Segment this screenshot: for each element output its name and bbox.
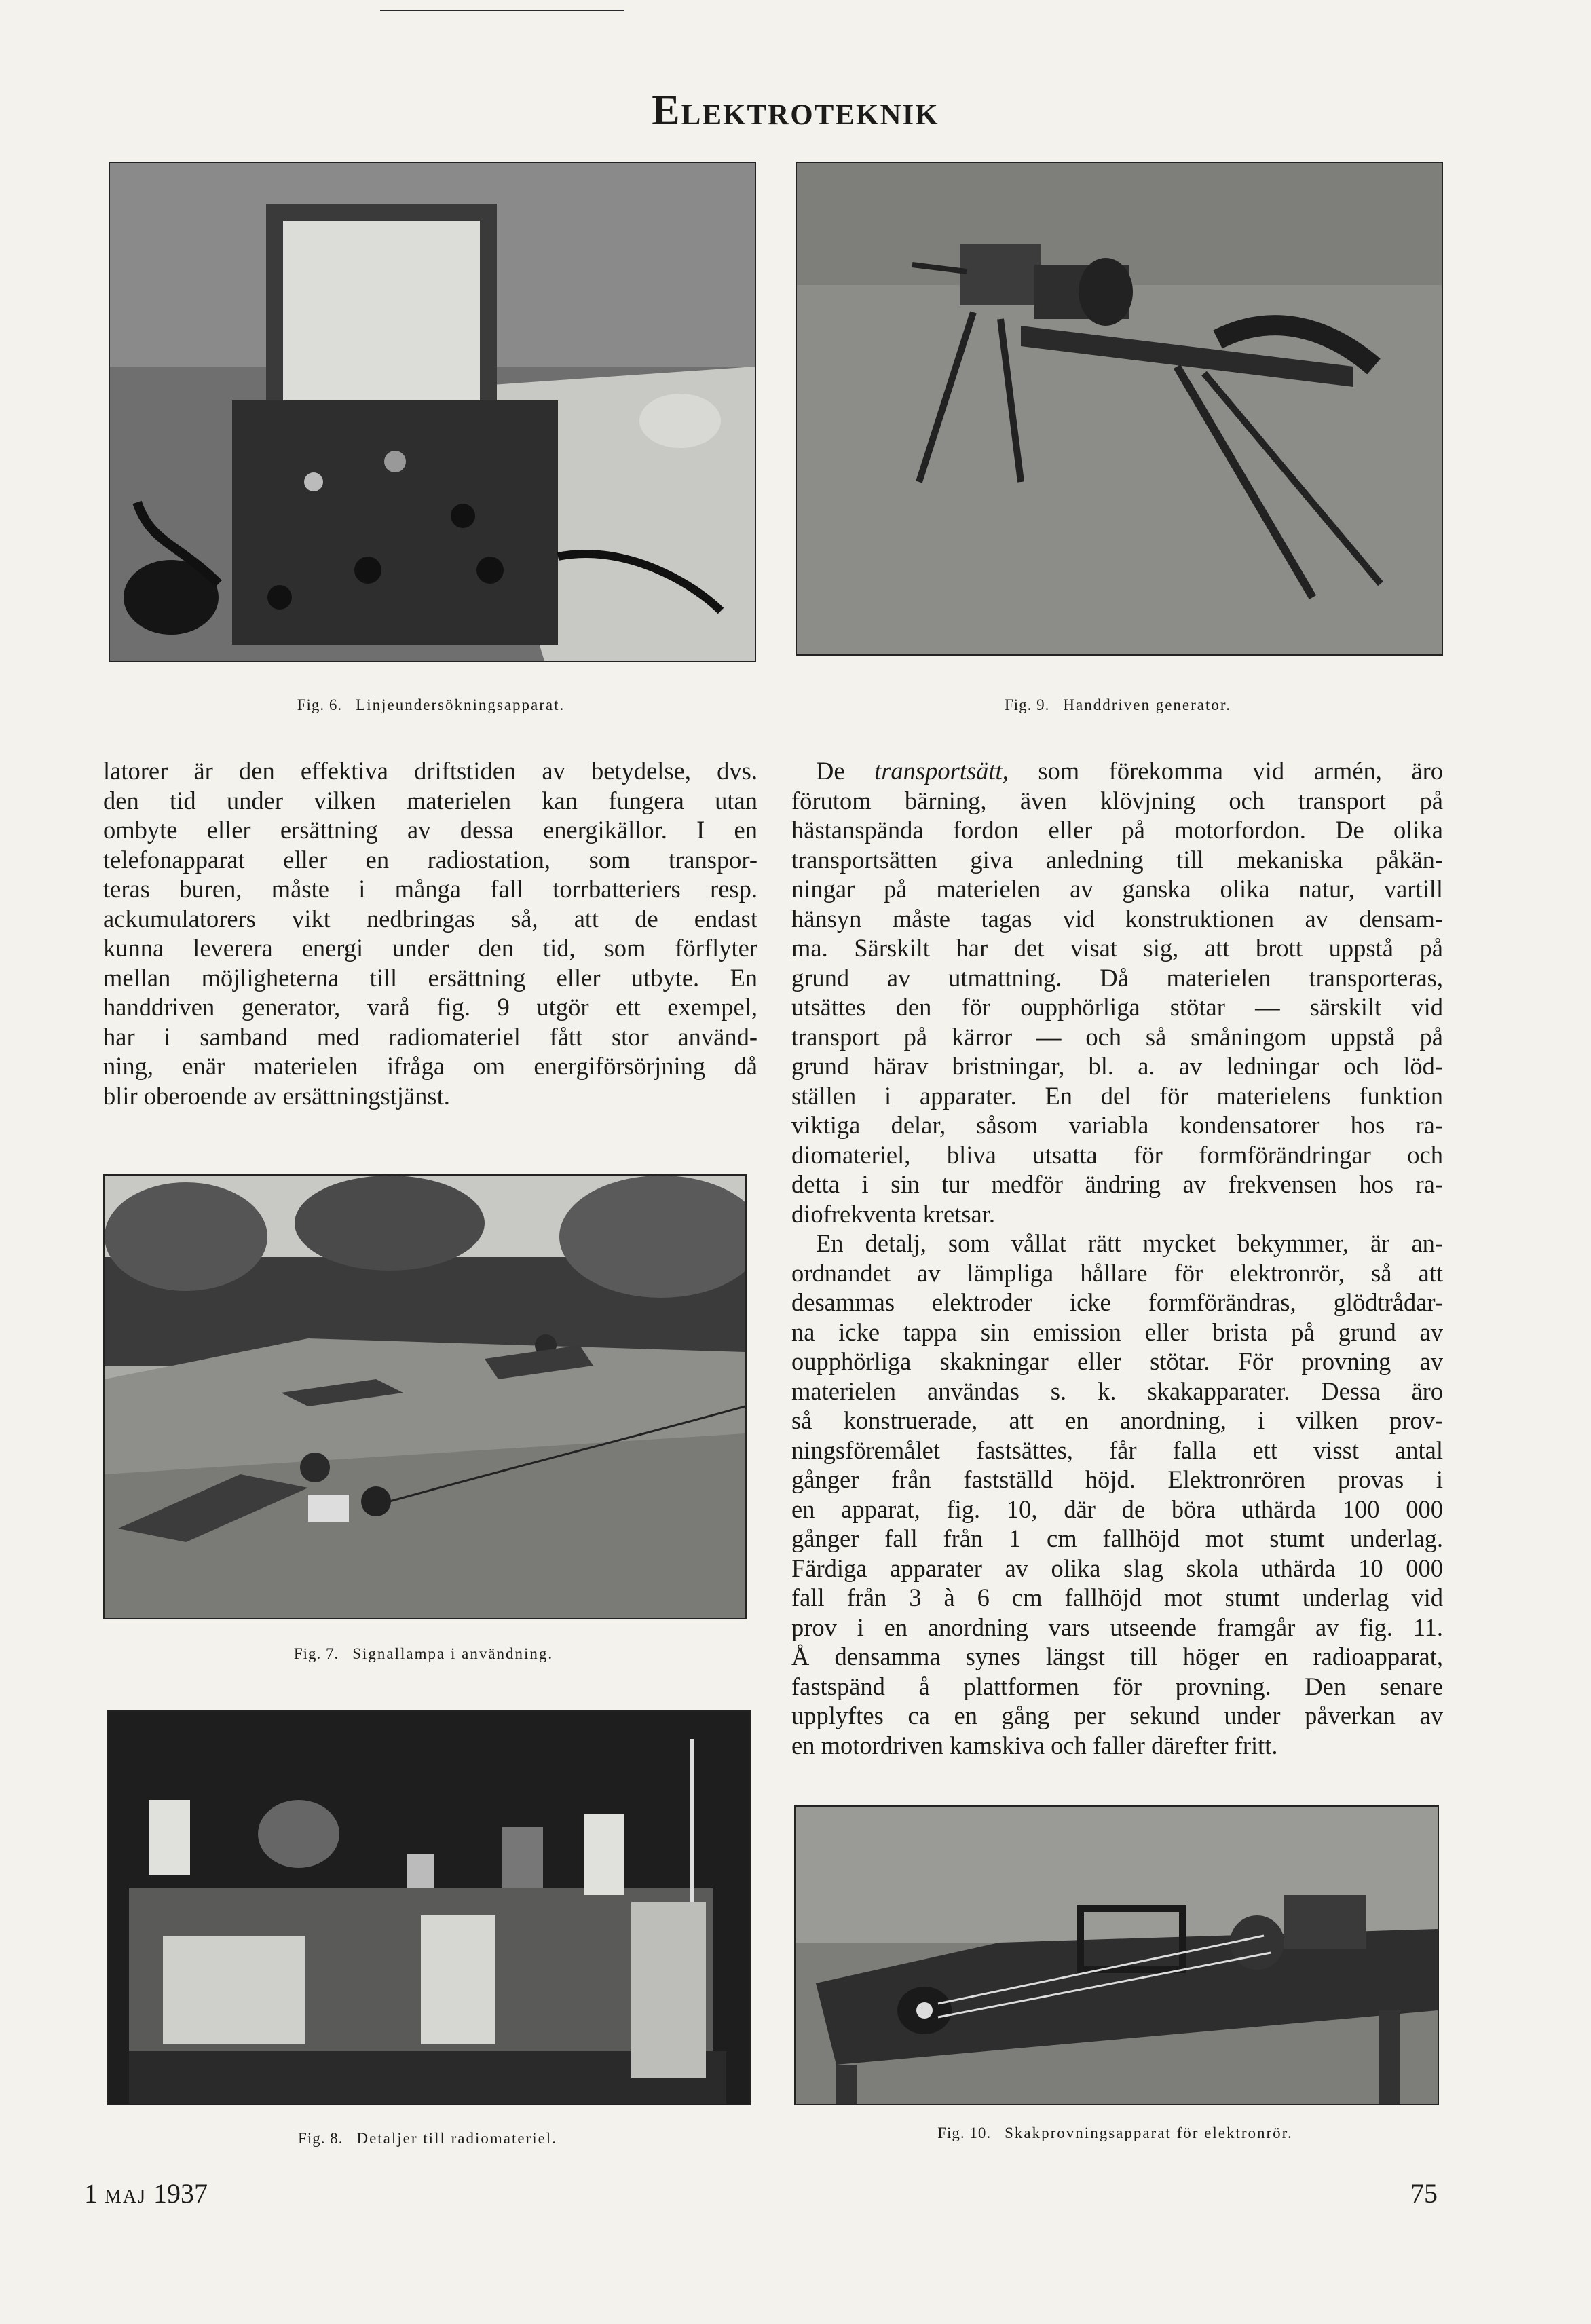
- right-line: så konstruerade, att en anordning, i vilken prov-: [791, 1406, 1443, 1434]
- right-line: en apparat, fig. 10, där de böra uthärda 100 000: [791, 1495, 1443, 1523]
- right-line: fall från 3 à 6 cm fallhöjd mot stumt underlag vid: [791, 1583, 1443, 1611]
- footer-date-day: 1: [84, 2178, 98, 2209]
- right-line: prov i en anordning vars utseende framgår av fig. 11.: [791, 1613, 1443, 1641]
- right-line: transportsätten giva anledning till mekaniska påkän-: [791, 845, 1443, 874]
- figure-7-photo: [103, 1174, 747, 1619]
- right-line: viktiga delar, såsom variabla kondensatorer hos ra-: [791, 1111, 1443, 1139]
- left-line: ackumulatorers vikt nedbringas så, att de endast: [103, 904, 757, 933]
- right-line: gånger från fastställd höjd. Elektronrören provas i: [791, 1465, 1443, 1493]
- figure-9-caption: [796, 696, 1440, 714]
- figure-8-number: Fig. 8.: [298, 2130, 343, 2147]
- right-line: transport på kärror — och så småningom uppstå på: [791, 1022, 1443, 1051]
- figure-6-caption: [109, 696, 753, 714]
- footer-date: [84, 2177, 208, 2209]
- emphasis-transportsatt: transportsätt,: [874, 757, 1009, 785]
- right-line: diofrekventa kretsar.: [791, 1199, 995, 1228]
- right-line: hänsyn måste tagas vid konstruktionen av densam-: [791, 904, 1443, 933]
- right-line: utsättes den för oupphörliga stötar — särskilt vid: [791, 993, 1443, 1021]
- right-line: gånger fall från 1 cm fallhöjd mot stumt underlag.: [791, 1524, 1443, 1552]
- left-line: mellan möjligheterna till ersättning eller utbyte. En: [103, 963, 757, 992]
- page-header: Elektroteknik: [652, 88, 939, 134]
- right-line: grund av utmattning. Då materielen transporteras,: [791, 963, 1443, 992]
- left-line: den tid under vilken materielen kan fungera utan: [103, 786, 757, 814]
- figure-7-number: Fig. 7.: [293, 1645, 339, 1662]
- right-line: na icke tappa sin emission eller brista på grund av: [791, 1317, 1443, 1346]
- figure-9-title: Handdriven generator.: [1063, 696, 1232, 713]
- figure-7-title: Signallampa i användning.: [352, 1645, 554, 1662]
- right-line: grund härav bristningar, bl. a. av ledningar och löd-: [791, 1052, 1443, 1080]
- right-line: oupphörliga skakningar eller stötar. För provning av: [791, 1347, 1443, 1375]
- right-line: desammas elektroder icke formförändras, glödtrådar-: [791, 1288, 1443, 1316]
- right-line: En detalj, som vållat rätt mycket bekymmer, är an-: [816, 1229, 1443, 1257]
- top-rule: [380, 10, 624, 11]
- right-line: hästanspända fordon eller på motorfordon. De olika: [791, 816, 1443, 844]
- left-line: blir oberoende av ersättningstjänst.: [103, 1081, 450, 1110]
- right-line-first: [791, 756, 1443, 786]
- right-line: en motordriven kamskiva och faller därefter fritt.: [791, 1731, 1278, 1759]
- figure-10-number: Fig. 10.: [937, 2124, 992, 2141]
- right-line: materielen användas s. k. skakapparater. Dessa äro: [791, 1376, 1443, 1405]
- figure-10-photo: [794, 1805, 1439, 2105]
- first-line-rest: som förekomma vid armén, äro: [1008, 757, 1443, 785]
- page-number: 75: [1410, 2178, 1438, 2209]
- right-line: fastspänd å plattformen för provning. Den senare: [791, 1672, 1443, 1700]
- right-line: detta i sin tur medför ändring av frekvensen hos ra-: [791, 1170, 1443, 1198]
- paragraph-start: De: [816, 757, 875, 785]
- figure-10-title: Skakprovningsapparat för elektronrör.: [1005, 2124, 1293, 2141]
- left-line: latorer är den effektiva driftstiden av betydelse, dvs.: [103, 757, 757, 785]
- figure-8-caption: [107, 2130, 748, 2148]
- footer-date-month: maj: [105, 2178, 147, 2209]
- right-line: ordnandet av lämpliga hållare för elektronrör, så att: [791, 1258, 1443, 1287]
- figure-9-number: Fig. 9.: [1004, 696, 1050, 713]
- right-line: ma. Särskilt har det visat sig, att brott uppstå på: [791, 934, 1443, 962]
- figure-9-photo: [796, 162, 1443, 656]
- right-line: ningsföremålet fastsättes, får falla ett visst antal: [791, 1436, 1443, 1464]
- left-line: ombyte eller ersättning av dessa energikällor. I en: [103, 816, 757, 844]
- right-column-text: [791, 756, 1443, 1760]
- left-line: teras buren, måste i många fall torrbatteriers resp.: [103, 875, 757, 903]
- footer-date-year: 1937: [153, 2178, 208, 2209]
- figure-6-number: Fig. 6.: [297, 696, 343, 713]
- left-line: telefonapparat eller en radiostation, som transpor-: [103, 845, 757, 874]
- right-line: Å densamma synes längst till höger en radioapparat,: [791, 1643, 1443, 1670]
- figure-6-photo: [109, 162, 756, 662]
- figure-6-title: Linjeundersökningsapparat.: [356, 696, 565, 713]
- left-column-text: [103, 756, 757, 1110]
- right-line: upplyftes ca en gång per sekund under påverkan av: [791, 1702, 1443, 1729]
- figure-8-title: Detaljer till radiomateriel.: [356, 2130, 557, 2147]
- left-line: kunna leverera energi under den tid, som förflyter: [103, 934, 757, 962]
- right-line: diomateriel, bliva utsatta för formförändringar och: [791, 1140, 1443, 1169]
- figure-7-caption: [103, 1645, 744, 1663]
- right-line: ställen i apparater. En del för materielens funktion: [791, 1081, 1443, 1110]
- figure-8-photo: [107, 1710, 751, 2105]
- right-line: Färdiga apparater av olika slag skola uthärda 10 000: [791, 1554, 1443, 1582]
- left-line: har i samband med radiomateriel fått stor använd-: [103, 1022, 757, 1051]
- left-line: ning, enär materielen ifråga om energiförsörjning då: [103, 1052, 757, 1080]
- figure-10-caption: [794, 2124, 1436, 2142]
- left-line: handdriven generator, varå fig. 9 utgör ett exempel,: [103, 993, 757, 1021]
- right-line: ningar på materielen av ganska olika natur, vartill: [791, 875, 1443, 903]
- right-line: förutom bärning, även klövjning och transport på: [791, 786, 1443, 814]
